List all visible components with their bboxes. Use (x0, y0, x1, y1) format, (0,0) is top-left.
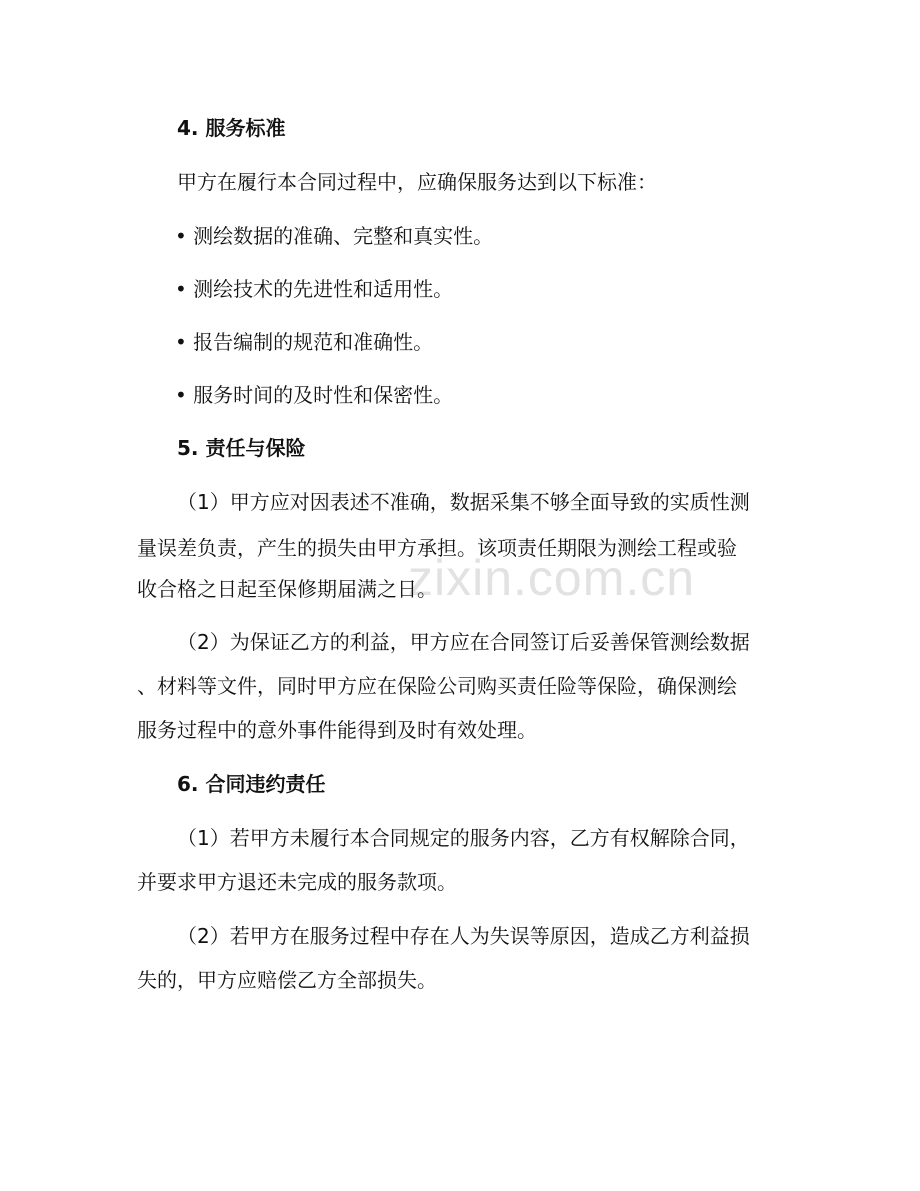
section-heading-6: 6. 合同违约责任 (177, 772, 326, 796)
paragraph-line: （2）若甲方在服务过程中存在人为失误等原因，造成乙方利益损 (177, 924, 750, 948)
bullet-item: • 报告编制的规范和准确性。 (175, 330, 434, 354)
paragraph-line: 、材料等文件，同时甲方应在保险公司购买责任险等保险，确保测绘 (137, 674, 737, 698)
paragraph-line: 收合格之日起至保修期届满之日。 (137, 577, 437, 601)
bullet-item: • 测绘数据的准确、完整和真实性。 (175, 224, 494, 248)
bullet-item: • 测绘技术的先进性和适用性。 (175, 277, 454, 301)
section-4-intro: 甲方在履行本合同过程中，应确保服务达到以下标准： (177, 170, 657, 194)
bullet-item: • 服务时间的及时性和保密性。 (175, 383, 454, 407)
paragraph-line: （1）甲方应对因表述不准确，数据采集不够全面导致的实质性测 (177, 490, 750, 514)
section-heading-5: 5. 责任与保险 (177, 436, 306, 460)
paragraph-line: 并要求甲方退还未完成的服务款项。 (137, 870, 457, 894)
watermark: zixin.com.cn (408, 550, 696, 606)
paragraph-line: （1）若甲方未履行本合同规定的服务内容，乙方有权解除合同， (177, 826, 750, 850)
paragraph-line: 失的，甲方应赔偿乙方全部损失。 (137, 968, 437, 992)
paragraph-line: 服务过程中的意外事件能得到及时有效处理。 (137, 718, 537, 742)
paragraph-line: 量误差负责，产生的损失由甲方承担。该项责任期限为测绘工程或验 (137, 536, 737, 560)
section-heading-4: 4. 服务标准 (177, 116, 286, 140)
paragraph-line: （2）为保证乙方的利益，甲方应在合同签订后妥善保管测绘数据 (177, 630, 750, 654)
